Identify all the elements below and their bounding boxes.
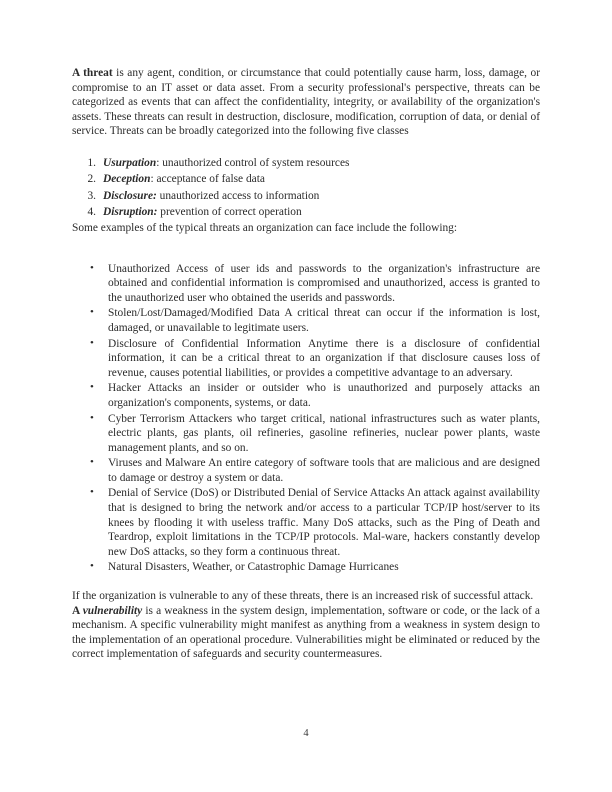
list-item xyxy=(72,171,540,188)
intro-lead-bold: A threat xyxy=(72,67,113,79)
list-item xyxy=(72,412,540,456)
list-item xyxy=(72,262,540,306)
vulnerability-paragraph xyxy=(72,604,540,662)
list-item xyxy=(72,188,540,205)
list-item-text: Disclosure of Confidential Information Anytime there is a disclosure of confidential information, it can be a critical threat to an organization if that disclosure causes loss of revenue, causes potential liabilities, or provides a competitive advantage to an adversary. xyxy=(108,337,540,379)
list-item-number: 4. xyxy=(87,206,96,219)
threat-examples-list xyxy=(72,262,540,575)
list-item-separator: : xyxy=(156,156,160,169)
list-item xyxy=(72,456,540,485)
list-item-text: Stolen/Lost/Damaged/Modified Data A critical threat can occur if the information is lost, damaged, or unavailable to legitimate users. xyxy=(108,307,540,334)
list-item-text: Denial of Service (DoS) or Distributed Denial of Service Attacks An attack against availability that is designed to bring the network and/or access to a particular TCP/IP host/server to its knees by flooding it with useless traffic. Many DoS attacks, such as the Ping of Death and Teardrop, exploit limitations in the TCP/IP protocols. Mal-ware, hackers constantly develop new DoS attacks, so they form a continuous threat. xyxy=(108,487,540,558)
vulnerability-lead-bold: A xyxy=(72,604,83,617)
list-item-term: Deception xyxy=(103,173,151,186)
list-item-text: Viruses and Malware An entire category of software tools that are malicious and are designed to damage or destroy a system or data. xyxy=(108,457,540,484)
bullet-icon: • xyxy=(90,456,94,469)
list-item xyxy=(72,381,540,410)
list-item-text: Natural Disasters, Weather, or Catastrophic Damage Hurricanes xyxy=(108,561,399,574)
list-item xyxy=(72,155,540,172)
bullet-icon: • xyxy=(90,336,94,349)
page-number: 4 xyxy=(303,728,309,739)
list-item-separator: : xyxy=(150,173,154,186)
list-item-definition: acceptance of false data xyxy=(153,173,265,186)
threat-classes-list xyxy=(72,155,540,221)
list-item-text: Cyber Terrorism Attackers who target critical, national infrastructures such as water plants, electric plants, gas plants, oil refineries, gasoline refineries, nuclear power plants, waste management plants, and so on. xyxy=(108,412,540,454)
list-item-number: 3. xyxy=(87,189,96,202)
list-item-term: Disruption: xyxy=(103,206,158,219)
vulnerability-rest: is a weakness in the system design, implementation, software or code, or the lack of a mechanism. A specific vulnerability might manifest as anything from a weakness in system design to the implementation of an operational procedure. Vulnerabilities might be eliminated or reduced by the correct implementation of safeguards and security countermeasures. xyxy=(72,604,540,661)
list-item xyxy=(72,204,540,221)
intro-rest: is any agent, condition, or circumstance that could potentially cause harm, loss, damage, or compromise to an IT asset or data asset. From a security professional's perspective, threats can be categorized as events that can affect the confidentiality, integrity, or availability of the organization's assets. These threats can result in destruction, disclosure, modification, corruption of data, or denial of service. Threats can be broadly categorized into the following five classes xyxy=(72,67,540,138)
list-item-text: Unauthorized Access of user ids and passwords to the organization's infrastructure are obtained and confidential information is compromised and unauthorized, access is granted to the unauthorized user who obtained the userids and passwords. xyxy=(108,262,540,304)
page-content xyxy=(72,66,540,662)
list-item-definition: unauthorized access to information xyxy=(156,189,320,202)
intro-paragraph xyxy=(72,66,540,139)
list-item xyxy=(72,560,540,575)
examples-lead-paragraph: Some examples of the typical threats an organization can face include the following: xyxy=(72,221,458,234)
list-item-number: 1. xyxy=(87,156,96,169)
list-item xyxy=(72,306,540,335)
risk-paragraph: If the organization is vulnerable to any of these threats, there is an increased risk of successful attack. xyxy=(72,590,534,603)
vulnerability-term: vulnerability xyxy=(82,604,143,617)
bullet-icon: • xyxy=(90,306,94,319)
list-item-definition: unauthorized control of system resources xyxy=(159,156,350,169)
bullet-icon: • xyxy=(90,411,94,424)
bullet-icon: • xyxy=(90,261,94,274)
bullet-icon: • xyxy=(90,381,94,394)
list-item-text: Hacker Attacks an insider or outsider who is unauthorized and purposely attacks an organization's components, systems, or data. xyxy=(108,382,540,409)
list-item-term: Usurpation xyxy=(103,156,157,169)
list-item-number: 2. xyxy=(87,173,96,186)
bullet-icon: • xyxy=(90,486,94,499)
list-item xyxy=(72,337,540,381)
list-item-term: Disclosure: xyxy=(103,189,157,202)
list-item-definition: prevention of correct operation xyxy=(157,206,302,219)
closing-block xyxy=(72,589,540,662)
list-item xyxy=(72,486,540,559)
bullet-icon: • xyxy=(90,560,94,573)
